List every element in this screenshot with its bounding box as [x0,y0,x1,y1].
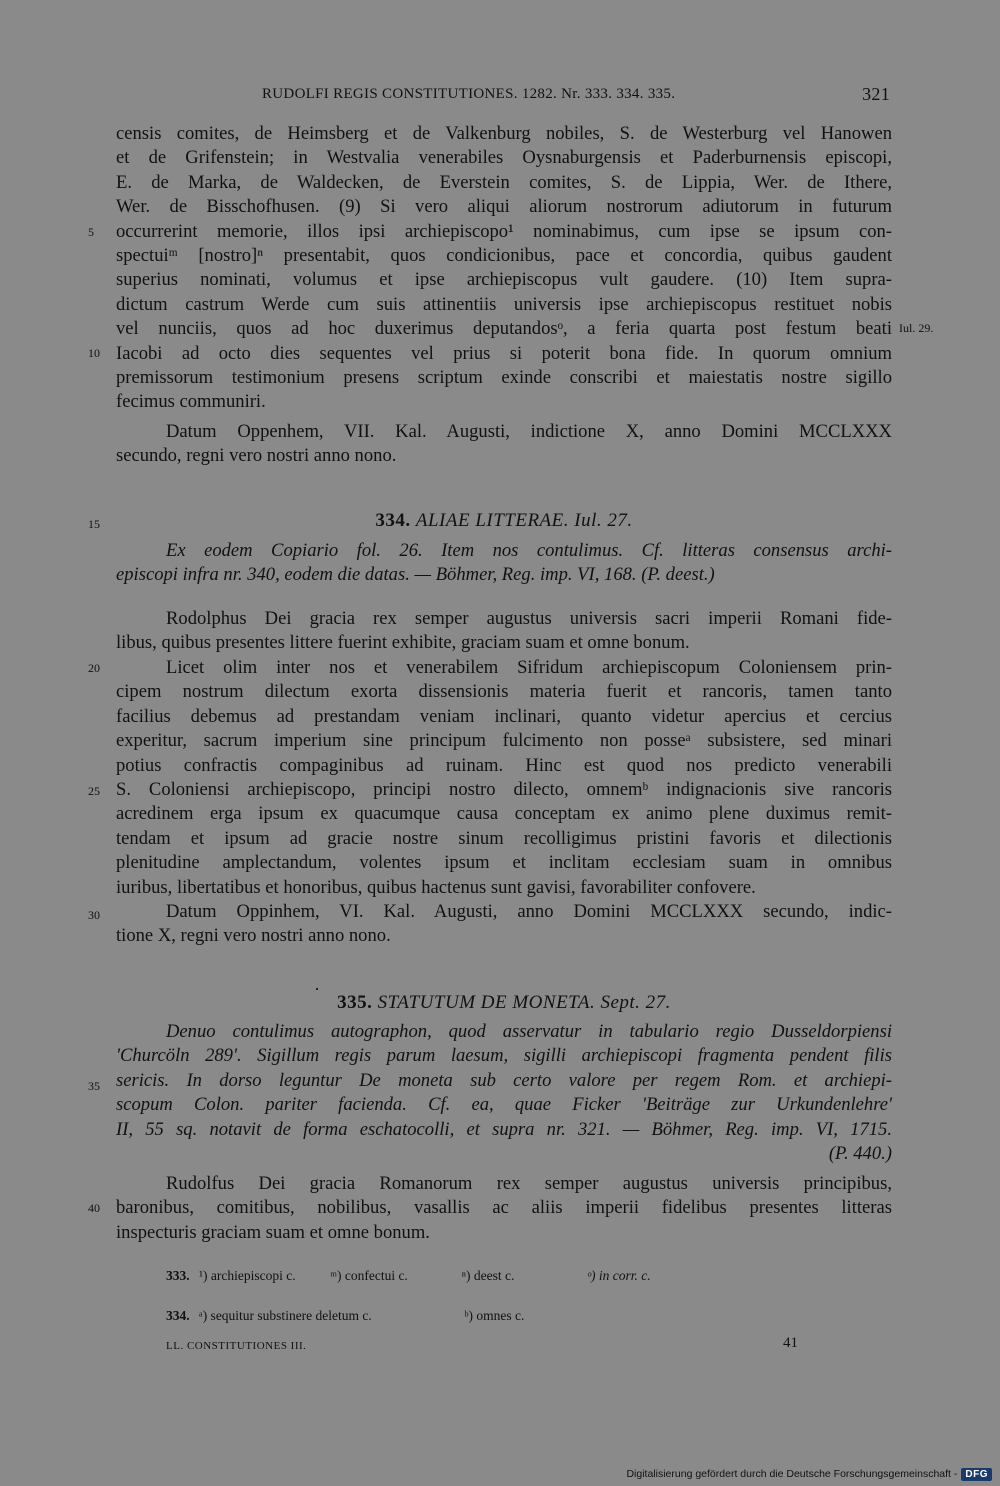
text-line: scopum Colon. pariter facienda. Cf. ea, quae Ficker 'Beiträge zur Urkundenlehre' [116,1094,892,1116]
doc-date: Iul. 27. [574,510,633,531]
line-number: 20 [88,661,100,675]
doc-title: STATUTUM DE MONETA. [377,992,596,1013]
line-number: 35 [88,1079,100,1093]
doc334-source [116,539,892,588]
doc335-source [116,1020,892,1166]
footnotes-334 [166,1308,524,1324]
text-line: tione X, regni vero nostri anno nono. [116,925,391,947]
text-line: potius confractis compaginibus ad ruinam. Hinc est quod nos predicto venerabili [116,754,892,776]
credit-text: Digitalisierung gefördert durch die Deutsche Forschungsgemeinschaft - [626,1468,958,1480]
doc334-p2 [116,656,892,900]
print-speck [316,988,318,990]
text-line: E. de Marka, de Waldecken, de Everstein comites, S. de Lippia, Wer. de Ithere, [116,171,892,193]
text-line: premissorum testimonium presens scriptum exinde conscribi et maiestatis nostre sigillo [116,366,892,388]
text-line: Datum Oppenhem, VII. Kal. Augusti, indictione X, anno Domini MCCLXXX [166,421,892,442]
doc-number: 335. [337,992,373,1013]
text-line: Licet olim inter nos et venerabilem Sifridum archiepiscopum Coloniensem prin- [166,657,892,678]
doc-number: 334. [375,510,411,531]
credit-line [626,1466,992,1482]
doc335-p1 [116,1172,892,1245]
dfg-logo-icon: DFG [961,1468,992,1481]
text-line: plenitudine amplectandum, volentes ipsum et inclitam ecclesiam suam in omnibus [116,852,892,874]
text-line: Iacobi ad octo dies sequentes vel prius si poterit bona fide. In quorum omnium [116,342,892,364]
text-line: S. Coloniensi archiepiscopo, principi nostro dilecto, omnemᵇ indignacionis sive rancoris [116,778,892,800]
text-line: spectuiᵐ [nostro]ⁿ presentabit, quos condicionibus, pace et concordia, quibus gaudent [116,244,892,266]
text-line: Rudolfus Dei gracia Romanorum rex semper augustus universis principibus, [166,1173,892,1194]
doc333-text [116,122,892,415]
text-line: inspecturis graciam suam et omne bonum. [116,1221,430,1243]
text-line: secundo, regni vero nostri anno nono. [116,445,397,467]
footnote: ᵃ) sequitur substinere deletum c. [199,1308,372,1323]
text-line: acredinem erga ipsum ex quacumque causa conceptam ex animo plene duximus remit- [116,803,892,825]
text-line: Denuo contulimus autographon, quod asservatur in tabulario regio Dusseldorpiensi [166,1021,892,1042]
text-line: Rodolphus Dei gracia rex semper augustus universis sacri imperii Romani fide- [166,608,892,629]
text-line: dictum castrum Werde cum suis attinentiis universis ipse archiepiscopus restituet nobis [116,293,892,315]
text-line: libus, quibus presentes littere fuerint exhibite, graciam suam et omne bonum. [116,632,690,654]
footnote: ¹) archiepiscopi c. [199,1268,296,1283]
doc334-heading [116,510,892,532]
line-number: 5 [88,225,94,239]
page-number: 321 [862,84,890,104]
text-line: occurrerint memorie, illos ipsi archiepiscopo¹ nominabimus, cum ipse se ipsum con- [116,220,892,242]
text-line: superius nominati, volumus et ipse archiepiscopus vult gaudere. (10) Item supra- [116,269,892,291]
doc335-heading [116,992,892,1014]
doc333-datum [116,420,892,469]
text-line: episcopi infra nr. 340, eodem die datas. — Böhmer, Reg. imp. VI, 168. (P. deest.) [116,564,715,586]
text-line: facilius debemus ad prestandam veniam inclinari, quanto videtur apercius et cercius [116,705,892,727]
footnotes-333 [166,1268,651,1284]
footnote: ᵒ) in corr. c. [587,1268,651,1283]
text-line: vel nunciis, quos ad hoc duxerimus deputandosᵒ, a feria quarta post festum beati [116,318,892,340]
doc334-p1 [116,607,892,656]
signature-mark: LL. CONSTITUTIONES III. [166,1340,307,1352]
footnote: ᵐ) confectui c. [330,1268,408,1283]
footnote-label: 333. [166,1268,190,1283]
sheet-number: 41 [783,1335,798,1351]
line-number: 25 [88,784,100,798]
text-line: iuribus, libertatibus et honoribus, quibus hactenus sunt gavisi, favorabiliter confovere. [116,876,756,898]
text-line: et de Grifenstein; in Westvalia venerabiles Oysnaburgensis et Paderburnensis episcopi, [116,147,892,169]
footnote-label: 334. [166,1308,190,1323]
running-head [116,82,892,108]
footnote: ᵇ) omnes c. [464,1308,525,1323]
text-line: experitur, sacrum imperium sine principum fulcimento non posseᵃ subsistere, sed minari [116,730,892,752]
text-line: Wer. de Bisschofhusen. (9) Si vero aliqui aliorum nostrorum adiutorum in futurum [116,196,892,218]
text-line: fecimus communiri. [116,391,266,413]
doc-date: Sept. 27. [600,992,671,1013]
text-line: tendam et ipsum ad gracie nostre sinum recolligimus pristini favoris et dilectionis [116,827,892,849]
doc334-p3 [116,900,892,949]
text-line: Ex eodem Copiario fol. 26. Item nos contulimus. Cf. litteras consensus archi- [166,540,892,561]
text-line: baronibus, comitibus, nobilibus, vasallis ac aliis imperii fidelibus presentes litteras [116,1197,892,1219]
running-head-title: RUDOLFI REGIS CONSTITUTIONES. 1282. Nr. 333. 334. 335. [262,86,676,102]
line-number: 30 [88,908,100,922]
text-line: cipem nostrum dilectum exorta dissensionis materia fuerit et rancoris, tamen tanto [116,681,892,703]
text-line: 'Churcöln 289'. Sigillum regis parum laesum, sigilli archiepiscopi fragmenta pendent filis [116,1045,892,1067]
margin-date: Iul. 29. [899,321,934,335]
text-line: censis comites, de Heimsberg et de Valkenburg nobiles, S. de Westerburg vel Hanowen [116,123,892,144]
doc-title: ALIAE LITTERAE. [415,510,570,531]
text-line: (P. 440.) [828,1142,892,1164]
text-line: Datum Oppinhem, VI. Kal. Augusti, anno Domini MCCLXXX secundo, indic- [166,901,892,922]
text-line: II, 55 sq. notavit de forma eschatocolli, et supra nr. 321. — Böhmer, Reg. imp. VI, 1715. [116,1118,892,1140]
text-line: sericis. In dorso leguntur De moneta sub certo valore per regem Rom. et archiepi- [116,1069,892,1091]
line-number: 40 [88,1201,100,1215]
footnote: ⁿ) deest c. [461,1268,515,1283]
line-number: 15 [88,517,100,531]
line-number: 10 [88,346,100,360]
